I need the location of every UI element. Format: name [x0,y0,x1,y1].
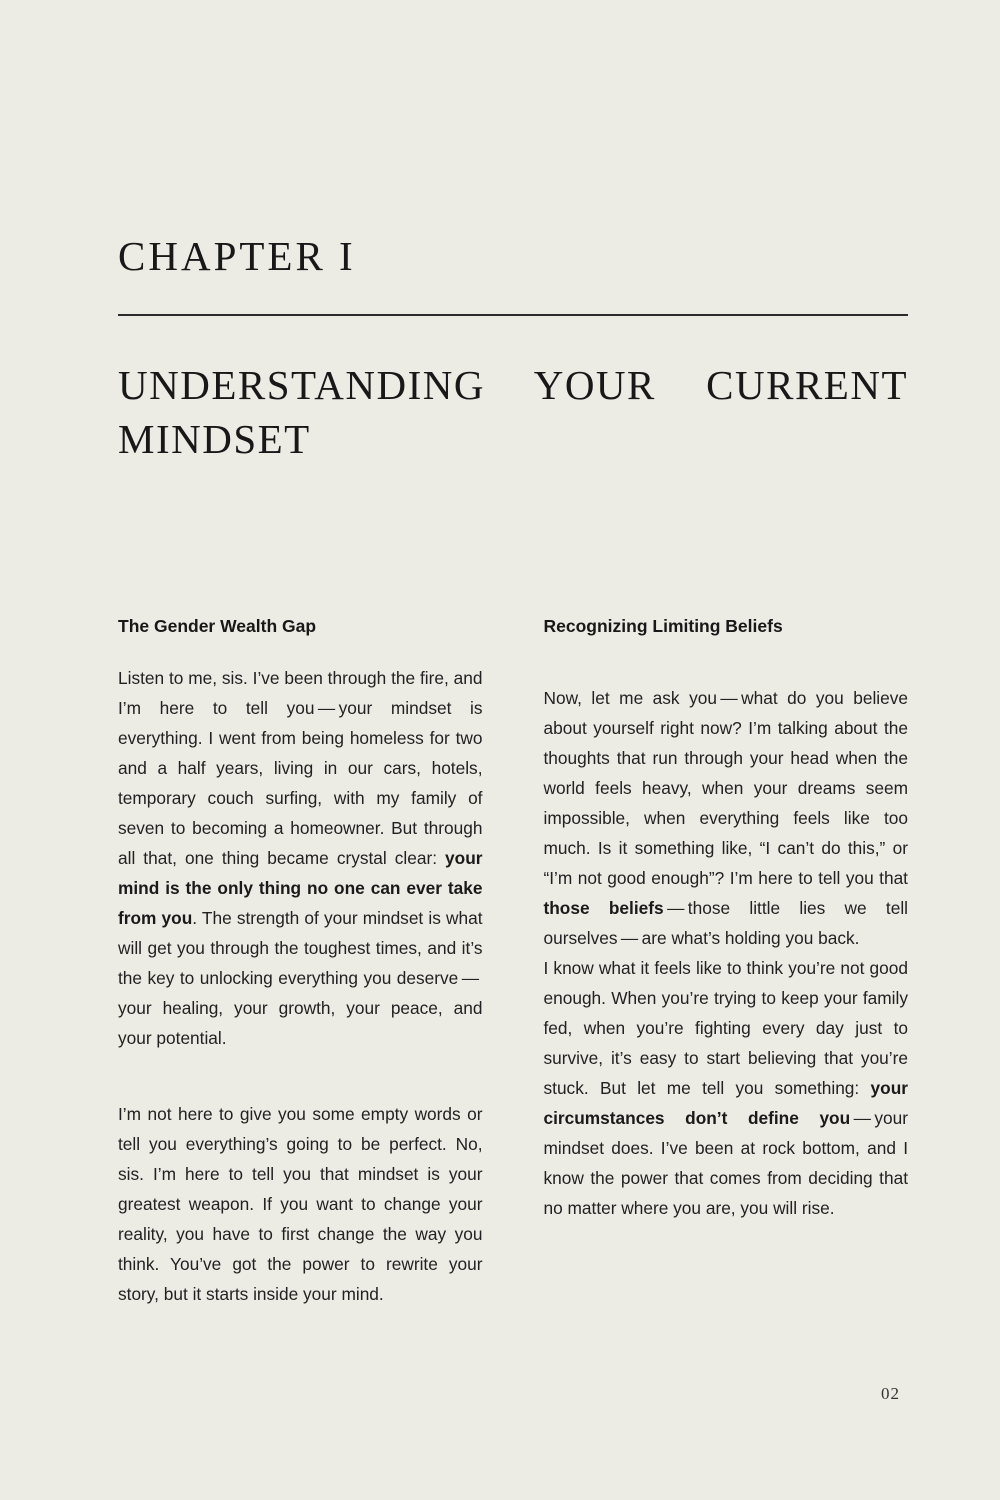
divider-rule [118,314,908,316]
paragraph: I’m not here to give you some empty words or tell you everything’s going to be perfect. No, sis. I’m here to tell you that mindset is your greatest weapon. If you want to change your reality, you have to first change the way you think. You’ve got the power to rewrite your story, but it starts inside your mind. [118,1104,483,1305]
column-left [118,616,483,1309]
paragraph: Listen to me, sis. I’ve been through the fire, and I’m here to tell you — your mindset is everything. I went from being homeless for two and a half years, living in our cars, hotels, temporary couch surfing, with my family of seven to becoming a homeowner. But through all that, one thing became crystal clear: your mind is the only thing no one can ever take from you. The strength of your mindset is what will get you through the toughest times, and it’s the key to unlocking everything you deserve — your healing, your growth, your peace, and your potential. [118,668,483,1049]
paragraph: I know what it feels like to think you’re not good enough. When you’re trying to keep your family fed, when you’re fighting every day just to survive, it’s easy to start believing that you’re stuck. But let me tell you something: your circumstances don’t define you — your mindset does. I’ve been at rock bottom, and I know the power that comes from deciding that no matter where you are, you will rise. [543,958,908,1219]
column-right [544,616,909,1309]
page-number: 02 [881,1384,900,1403]
page-header [118,232,908,466]
two-column-body [118,616,908,1309]
chapter-label: CHAPTER I [118,233,356,279]
paragraph: Now, let me ask you — what do you believe about yourself right now? I’m talking about the thoughts that run through your head when the world feels heavy, when your dreams seem impossible, when everything feels like too much. Is it something like, “I can’t do this,” or “I’m not good enough”? I’m here to tell you that those beliefs — those little lies we tell ourselves — are what’s holding you back. [543,688,908,949]
page-title: UNDERSTANDING YOUR CURRENT MINDSET [118,362,908,463]
section-heading-limiting-beliefs: Recognizing Limiting Beliefs [543,616,783,637]
section-heading-gender-wealth-gap: The Gender Wealth Gap [118,616,317,637]
